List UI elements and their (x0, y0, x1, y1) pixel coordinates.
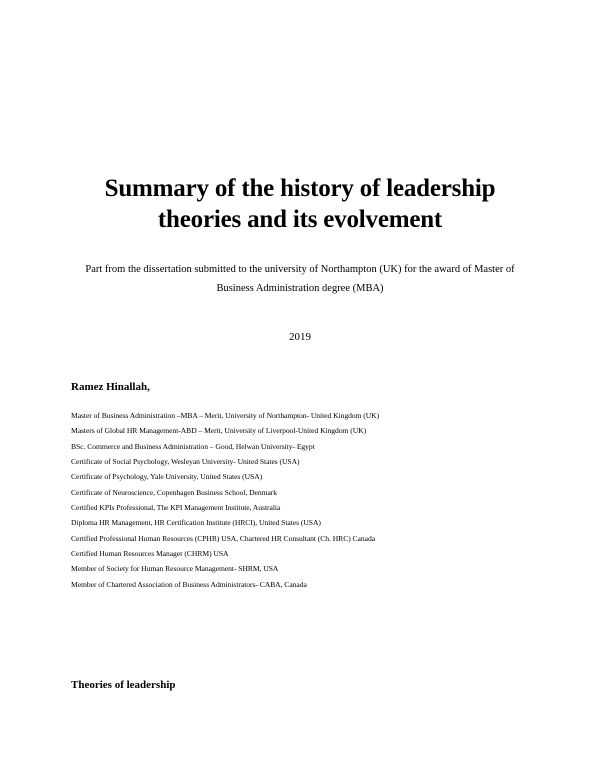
credential-item: Member of Chartered Association of Business Administrators- CABA, Canada (71, 579, 307, 589)
credential-item: Member of Society for Human Resource Management- SHRM, USA (71, 564, 279, 574)
title-line: Summary of the history of leadership (104, 175, 496, 202)
document-year: 2019 (289, 331, 311, 343)
document-title (40, 173, 560, 235)
credential-item: Certificate of Psychology, Yale University, United States (USA) (71, 472, 263, 482)
credential-item: Certified KPIs Professional, The KPI Management Institute, Australia (71, 503, 281, 513)
section-heading: Theories of leadership (71, 679, 176, 691)
credential-item: Master of Business Administration –MBA – Merit, University of Northampton- United Kingdom (UK) (71, 411, 380, 420)
credential-item: Masters of Global HR Management-ABD – Merit, University of Liverpool-United Kingdom (UK) (71, 426, 367, 436)
subtitle-line: Part from the dissertation submitted to the university of Northampton (UK) for the award of Master of (85, 264, 515, 275)
credential-item: Certificate of Social Psychology, Wesleyan University- United States (USA) (71, 457, 300, 467)
credential-item: Certified Human Resources Manager (CHRM) USA (71, 549, 229, 559)
credential-item: Certificate of Neuroscience, Copenhagen Business School, Denmark (71, 487, 277, 497)
credentials-list (71, 408, 379, 592)
credential-item: BSc. Commerce and Business Administration – Good, Helwan University- Egypt (71, 441, 315, 451)
credential-item: Diploma HR Management, HR Certification Institute (HRCI), United States (USA) (71, 518, 321, 528)
subtitle-line: Business Administration degree (MBA) (216, 283, 384, 294)
title-line: theories and its evolvement (157, 206, 443, 233)
author-name: Ramez Hinallah, (71, 381, 150, 393)
document-subtitle (40, 260, 560, 298)
credential-item: Certified Professional Human Resources (CPHR) USA, Chartered HR Consultant (Ch. HRC) Canada (71, 533, 376, 543)
